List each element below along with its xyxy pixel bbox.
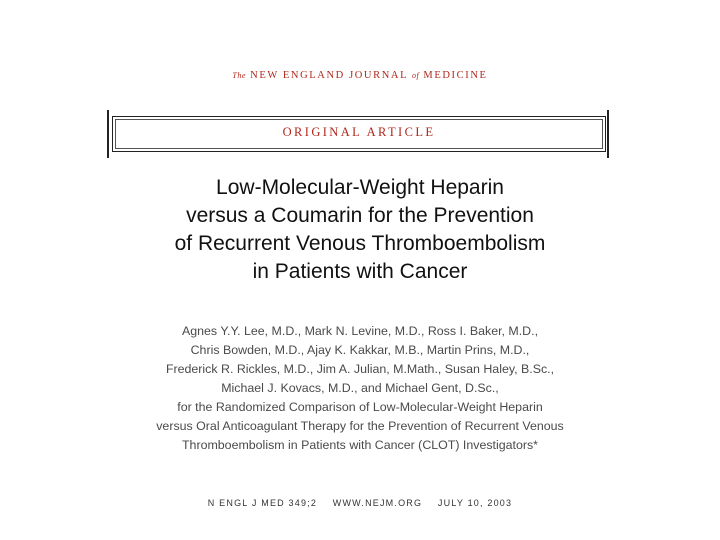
author-line: versus Oral Anticoagulant Therapy for the Prevention of Recurrent Venous xyxy=(156,419,564,433)
title-line: Low-Molecular-Weight Heparin xyxy=(216,176,504,199)
footer-website: WWW.NEJM.ORG xyxy=(332,498,423,508)
author-line: Michael J. Kovacs, M.D., and Michael Gent, D.Sc., xyxy=(221,381,499,395)
masthead-suffix: MEDICINE xyxy=(423,70,488,81)
banner-rule-right xyxy=(607,110,609,158)
article-type-label: ORIGINAL ARTICLE xyxy=(282,125,436,139)
footer-date: JULY 10, 2003 xyxy=(437,498,513,508)
masthead-prefix: The xyxy=(232,71,246,80)
author-line: Frederick R. Rickles, M.D., Jim A. Julian, M.Math., Susan Haley, B.Sc., xyxy=(165,362,555,376)
title-line: of Recurrent Venous Thromboembolism xyxy=(174,232,546,255)
author-list xyxy=(0,322,720,455)
masthead-of: of xyxy=(411,71,420,80)
citation-footer xyxy=(0,498,720,508)
footer-citation: N ENGL J MED 349;2 xyxy=(207,498,318,508)
journal-masthead xyxy=(0,70,720,81)
banner-rule-left xyxy=(107,110,109,158)
title-line: versus a Coumarin for the Prevention xyxy=(186,204,534,227)
title-line: in Patients with Cancer xyxy=(252,260,468,283)
author-line: Chris Bowden, M.D., Ajay K. Kakkar, M.B., Martin Prins, M.D., xyxy=(190,343,530,357)
author-line: Thromboembolism in Patients with Cancer (CLOT) Investigators* xyxy=(181,438,538,452)
masthead-name: NEW ENGLAND JOURNAL xyxy=(250,70,408,81)
author-line: for the Randomized Comparison of Low-Molecular-Weight Heparin xyxy=(177,400,543,414)
article-title xyxy=(0,174,720,286)
author-line: Agnes Y.Y. Lee, M.D., Mark N. Levine, M.D., Ross I. Baker, M.D., xyxy=(181,324,539,338)
